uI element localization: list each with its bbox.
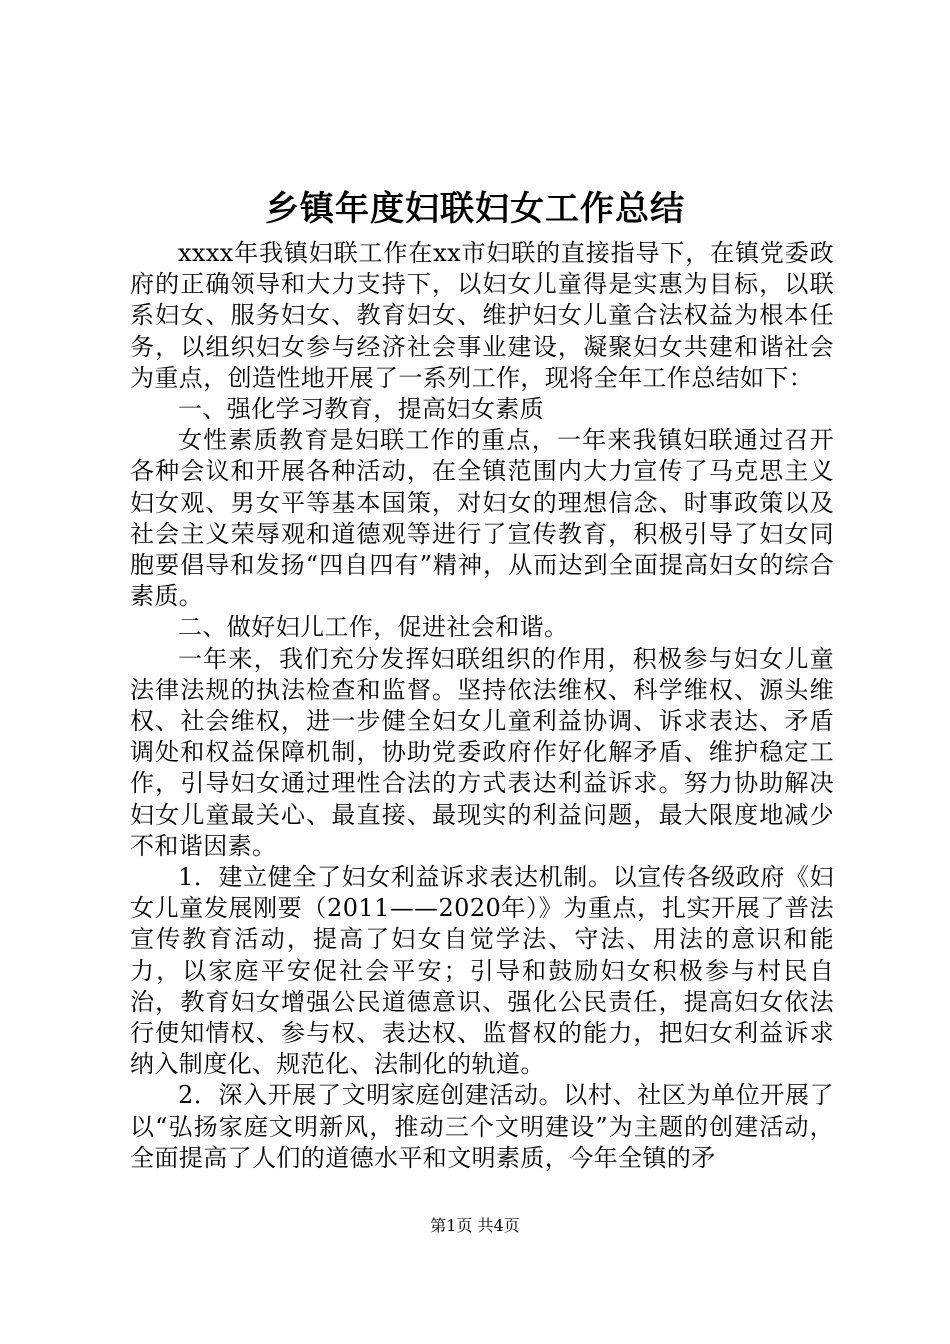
section-heading-1: 一、强化学习教育，提高妇女素质	[178, 395, 544, 424]
document-body	[130, 238, 834, 1174]
paragraph-item-1: 1．建立健全了妇女利益诉求表达机制。以宣传各级政府《妇女儿童发展刚要（2011——2020年）》为重点，扎实开展了普法宣传教育活动，提高了妇女自觉学法、守法、用法的意识和能力，以家庭平安促社会平安；引导和鼓励妇女积极参与村民自治，教育妇女增强公民道德意识、强化公民责任，提高妇女依法行使知情权、参与权、表达权、监督权的能力，把妇女利益诉求纳入制度化、规范化、法制化的轨道。	[130, 863, 834, 1079]
paragraph-section-2: 一年来，我们充分发挥妇联组织的作用，积极参与妇女儿童法律法规的执法检查和监督。坚持依法维权、科学维权、源头维权、社会维权，进一步健全妇女儿童利益协调、诉求表达、矛盾调处和权益保障机制，协助党委政府作好化解矛盾、维护稳定工作，引导妇女通过理性合法的方式表达利益诉求。努力协助解决妇女儿童最关心、最直接、最现实的利益问题，最大限度地减少不和谐因素。	[130, 644, 834, 860]
document-title: 乡镇年度妇联妇女工作总结	[265, 189, 685, 229]
page-footer: 第1页 共4页	[430, 1216, 520, 1235]
paragraph-intro: xxxx年我镇妇联工作在xx市妇联的直接指导下，在镇党委政府的正确领导和大力支持下，以妇女儿童得是实惠为目标，以联系妇女、服务妇女、教育妇女、维护妇女儿童合法权益为根本任务，以组织妇女参与经济社会事业建设，凝聚妇女共建和谐社会为重点，创造性地开展了一系列工作，现将全年工作总结如下：	[130, 239, 834, 392]
paragraph-item-2: 2．深入开展了文明家庭创建活动。以村、社区为单位开展了以“弘扬家庭文明新风，推动三个文明建设”为主题的创建活动，全面提高了人们的道德水平和文明素质，今年全镇的矛	[130, 1081, 834, 1172]
paragraph-section-1: 女性素质教育是妇联工作的重点，一年来我镇妇联通过召开各种会议和开展各种活动，在全镇范围内大力宣传了马克思主义妇女观、男女平等基本国策，对妇女的理想信念、时事政策以及社会主义荣辱观和道德观等进行了宣传教育，积极引导了妇女同胞要倡导和发扬“四自四有”精神，从而达到全面提高妇女的综合素质。	[130, 426, 834, 611]
section-heading-2: 二、做好妇儿工作，促进社会和谐。	[178, 613, 569, 642]
